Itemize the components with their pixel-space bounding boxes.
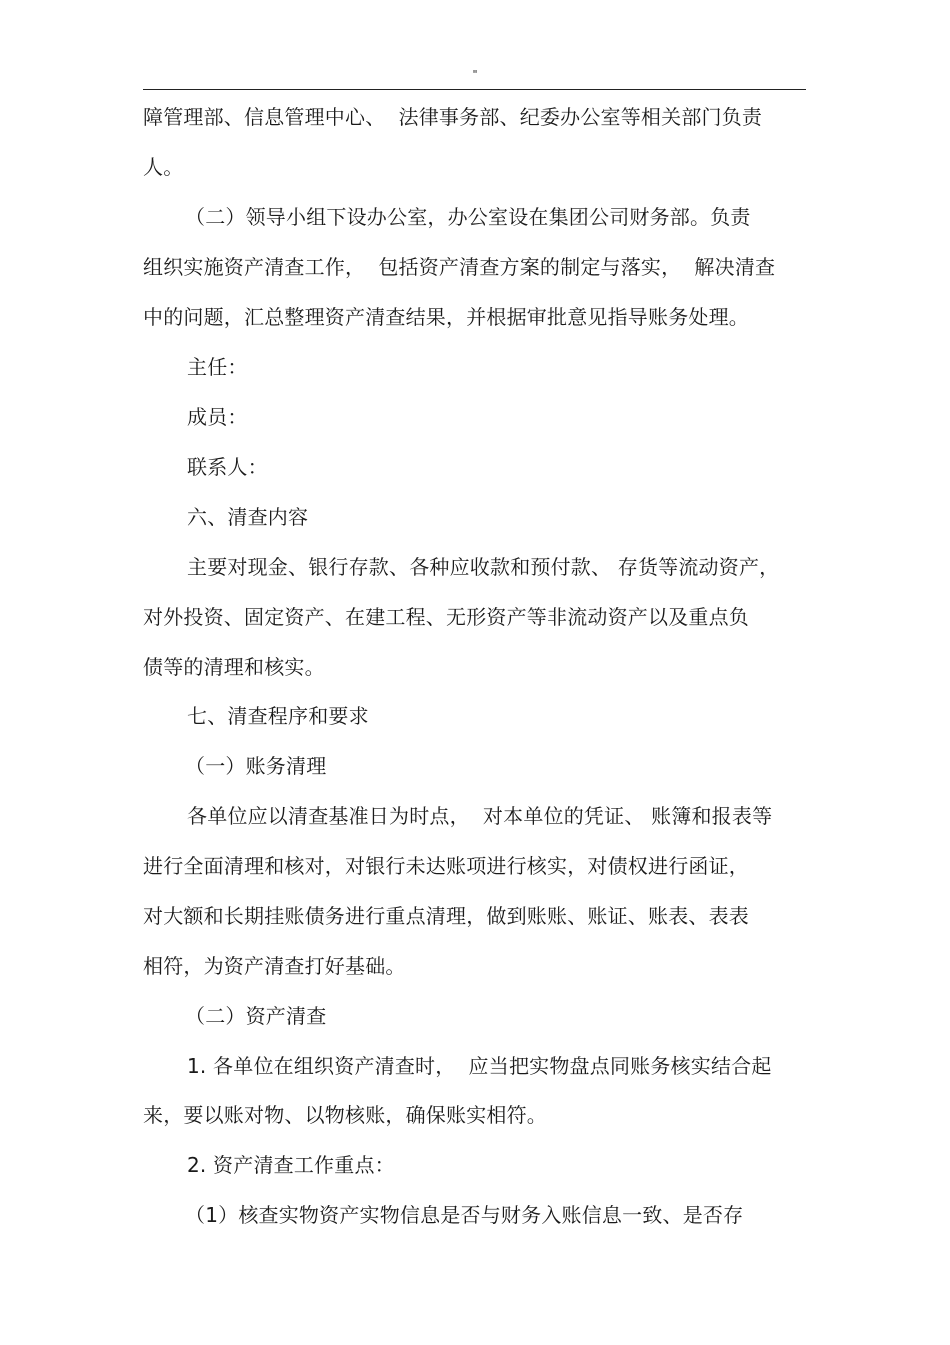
text-line: （1）核查实物资产实物信息是否与财务入账信息一致、是否存 — [185, 1203, 744, 1227]
subsection-heading: （一）账务清理 — [185, 754, 327, 778]
text-line: 各单位应以清查基准日为时点， 对本单位的凭证、 账簿和报表等 — [187, 804, 773, 828]
text-line: 主任： — [187, 355, 248, 379]
section-heading: 六、清查内容 — [187, 505, 309, 529]
text-line: 相符，为资产清查打好基础。 — [143, 954, 406, 978]
text-line: 联系人： — [187, 455, 268, 479]
text-line: 进行全面清理和核对，对银行未达账项进行核实，对债权进行函证， — [143, 854, 749, 878]
text-line: 障管理部、信息管理中心、 法律事务部、纪委办公室等相关部门负责 — [143, 105, 763, 129]
text-line: 对外投资、固定资产、在建工程、无形资产等非流动资产以及重点负 — [143, 605, 749, 629]
header-divider — [143, 89, 806, 90]
text-line: 来，要以账对物、以物核账，确保账实相符。 — [143, 1103, 547, 1127]
section-heading: 七、清查程序和要求 — [187, 704, 369, 728]
page-header-mark: " — [472, 68, 478, 81]
text-line: 中的问题，汇总整理资产清查结果，并根据审批意见指导账务处理。 — [143, 305, 749, 329]
text-line: 1. 各单位在组织资产清查时， 应当把实物盘点同账务核实结合起 — [187, 1054, 772, 1078]
text-line: 人。 — [143, 155, 184, 179]
text-line: 主要对现金、银行存款、各种应收款和预付款、 存货等流动资产， — [187, 555, 780, 579]
text-line: 债等的清理和核实。 — [143, 655, 325, 679]
text-line: 成员： — [187, 405, 248, 429]
text-line: （二）领导小组下设办公室，办公室设在集团公司财务部。负责 — [185, 205, 751, 229]
text-line: 组织实施资产清查工作， 包括资产清查方案的制定与落实， 解决清查 — [143, 255, 776, 279]
subsection-heading: （二）资产清查 — [185, 1004, 327, 1028]
text-line: 对大额和长期挂账债务进行重点清理，做到账账、账证、账表、表表 — [143, 904, 749, 928]
text-line: 2. 资产清查工作重点： — [187, 1153, 395, 1177]
